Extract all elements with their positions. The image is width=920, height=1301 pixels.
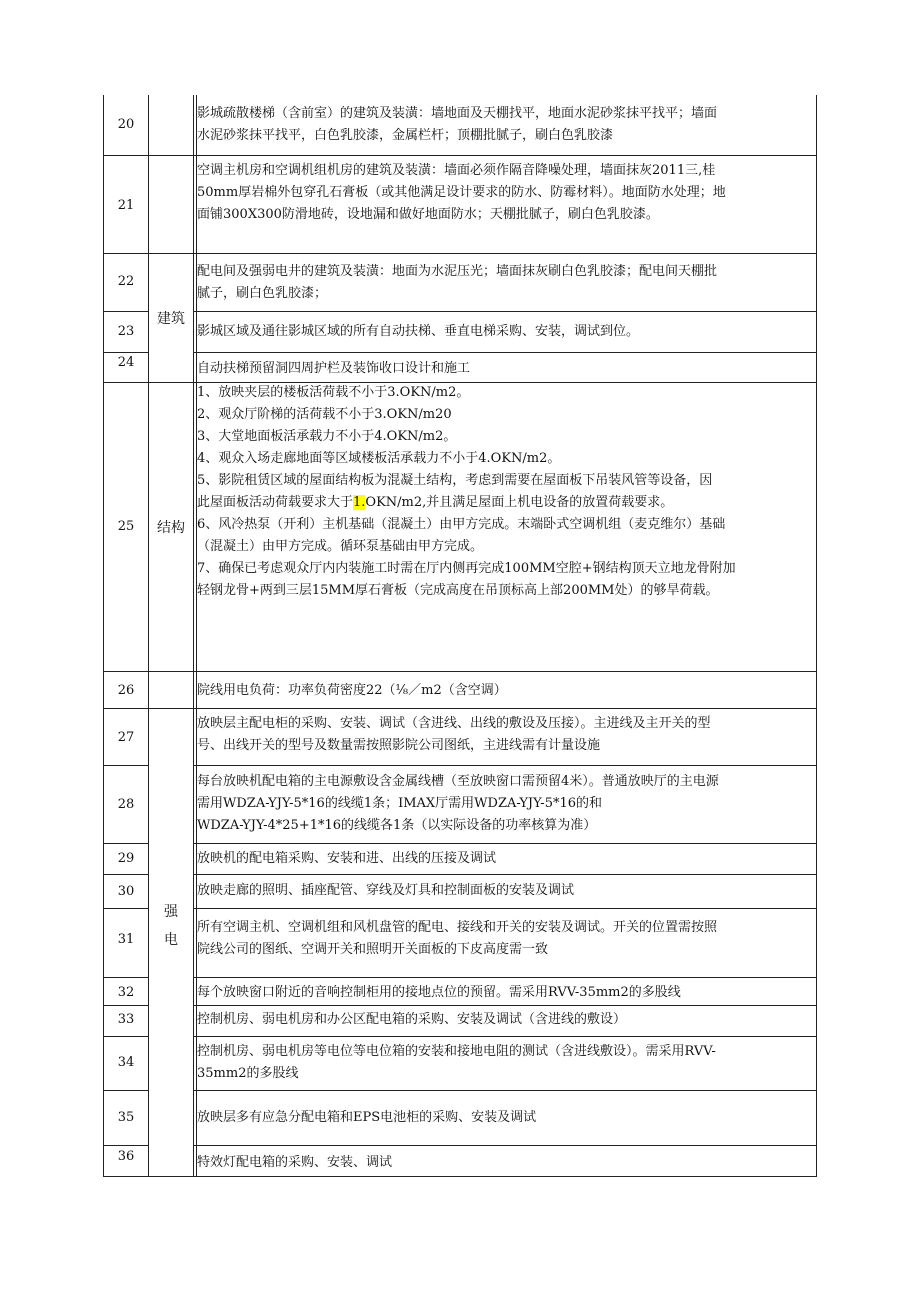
row-border xyxy=(193,908,817,909)
category-architecture: 建筑 xyxy=(157,311,185,327)
row-description: 自动扶梯预留洞四周护栏及装饰收口设计和施工 xyxy=(197,361,471,376)
row-border xyxy=(193,977,817,978)
row-border xyxy=(103,843,149,844)
row-border xyxy=(103,708,817,709)
row-description: 1、放映夹层的楼板活荷载不小于3.OKN/m2。 2、观众厅阶梯的活荷载不小于3.OKN/m20 3、大堂地面板活承载力不小于4.OKN/m2。 4、观众入场走廊地面等区域楼板活承载力不小于4.OKN/m2。 5、影院租赁区域的屋面结构板为混凝土结构，考虑到需要在屋面板下吊装风管等设备，因 此屋面板活动荷载要求大于1.OKN/m2,并且满足屋面上机电设备的放置荷载要求。 6、风冷热泵（开利）主机基础（混凝土）由甲方完成。末端卧式空调机组（麦克维尔）基础 （混凝土）由甲方完成。循环泵基础由甲方完成。 7、确保已考虑观众厅内内装施工时需在厅内侧再完成100MM空腔+钢结构顶天立地龙骨附加 轻钢龙骨+两到三层15MM厚石膏板（完成高度在吊顶标高上部200MM处）的够旱荷载。 xyxy=(197,385,736,598)
row-border xyxy=(103,1036,149,1037)
table-border-bottom xyxy=(103,1176,817,1177)
row-border xyxy=(193,1090,817,1091)
row-border xyxy=(193,352,817,353)
row-number: 28 xyxy=(117,797,135,812)
row-description: 控制机房、弱电机房和办公区配电箱的采购、安装及调试（含进线的敷设） xyxy=(197,1012,627,1027)
row-border xyxy=(193,1036,817,1037)
row-number: 21 xyxy=(117,198,135,213)
highlight-mark: 1. xyxy=(353,495,366,510)
row-description: 放映走廊的照明、插座配管、穿线及灯具和控制面板的安装及调试 xyxy=(197,883,575,898)
row-border xyxy=(103,1145,149,1146)
table-divider-num xyxy=(148,95,149,1177)
row-description: 所有空调主机、空调机组和风机盘管的配电、接线和开关的安装及调试。开关的位置需按照 院线公司的图纸、空调开关和照明开关面板的下皮高度需一致 xyxy=(197,920,718,957)
row-border xyxy=(103,311,149,312)
category-strong-power: 强 xyxy=(164,904,178,920)
row-description: 特效灯配电箱的采购、安装、调试 xyxy=(197,1155,393,1170)
row-number: 31 xyxy=(117,932,135,947)
row-number: 20 xyxy=(117,117,135,132)
row-border xyxy=(103,352,149,353)
row-border xyxy=(193,311,817,312)
row-number: 23 xyxy=(117,324,135,339)
row-number: 22 xyxy=(117,274,135,289)
table-divider-cat xyxy=(193,95,194,1177)
category-strong-power: 电 xyxy=(164,932,178,948)
row-border xyxy=(103,765,149,766)
row-description: 每个放映窗口附近的音响控制柜用的接地点位的预留。需采用RVV-35mm2的多股线 xyxy=(197,985,681,1000)
row-border xyxy=(103,908,149,909)
row-description: 放映层多有应急分配电箱和EPS电池柜的采购、安装及调试 xyxy=(197,1110,537,1125)
row-number: 34 xyxy=(117,1055,135,1070)
row-description: 放映层主配电柜的采购、安装、调试（含进线、出线的敷设及压接）。主进线及主开关的型 号、出线开关的型号及数量需按照影院公司图纸，主进线需有计量设施 xyxy=(197,716,711,753)
row-border xyxy=(193,1005,817,1006)
row-description: 放映机的配电箱采购、安装和进、出线的压接及调试 xyxy=(197,851,497,866)
row-border xyxy=(193,1145,817,1146)
row-border xyxy=(193,843,817,844)
row-number: 32 xyxy=(117,985,135,1000)
category-structure: 结构 xyxy=(157,520,185,536)
row-number: 36 xyxy=(117,1149,135,1164)
row-description: 影城疏散楼梯（含前室）的建筑及装潢：墙地面及天棚找平，地面水泥砂浆抹平找平；墙面 水泥砂浆抹平找平，白色乳胶漆，金属栏杆；顶棚批腻子，刷白色乳胶漆 xyxy=(197,106,718,143)
row-number: 27 xyxy=(117,730,135,745)
row-description: 影城区域及通往影城区域的所有自动扶梯、垂直电梯采购、安装，调试到位。 xyxy=(197,324,640,339)
row-border xyxy=(103,874,149,875)
row-description: 每台放映机配电箱的主电源敷设含金属线槽（至放映窗口需预留4米）。普通放映厅的主电源 需用WDZA-YJY-5*16的线缆1条；IMAX厅需用WDZA-YJY-5*16的和 WDZA-YJY-4*25+1*16的线缆各1条（以实际设备的功率核算为准） xyxy=(197,774,719,833)
row-border xyxy=(193,874,817,875)
row-border xyxy=(103,1005,149,1006)
row-description: 配电间及强弱电井的建筑及装潢：地面为水泥压光；墙面抹灰刷白色乳胶漆；配电间天棚批 腻子，刷白色乳胶漆； xyxy=(197,264,718,301)
row-border xyxy=(103,253,817,254)
row-number: 26 xyxy=(117,683,135,698)
row-number: 30 xyxy=(117,884,135,899)
row-border xyxy=(103,977,149,978)
row-number: 29 xyxy=(117,851,135,866)
row-border xyxy=(103,671,817,672)
row-border xyxy=(103,155,817,156)
row-number: 33 xyxy=(117,1012,135,1027)
row-description: 控制机房、弱电机房等电位等电位箱的安装和接地电阻的测试（含进线敷设）。需采用RVV- 35mm2的多股线 xyxy=(197,1044,716,1081)
row-number: 35 xyxy=(117,1110,135,1125)
row-number: 24 xyxy=(117,355,135,370)
row-number: 25 xyxy=(117,519,135,534)
row-border xyxy=(103,1090,149,1091)
row-description: 院线用电负荷：功率负荷密度22（⅛／m2（含空调） xyxy=(197,683,507,698)
row-border xyxy=(193,765,817,766)
row-description: 空调主机房和空调机组机房的建筑及装潢：墙面必须作隔音降噪处理，墙面抹灰2011三,桂 50mm厚岩棉外包穿孔石膏板（或其他满足设计要求的防水、防霉材料）。地面防水处理；地 面铺300X300防滑地砖，设地漏和做好地面防水；天棚批腻子，刷白色乳胶漆。 xyxy=(197,163,726,222)
